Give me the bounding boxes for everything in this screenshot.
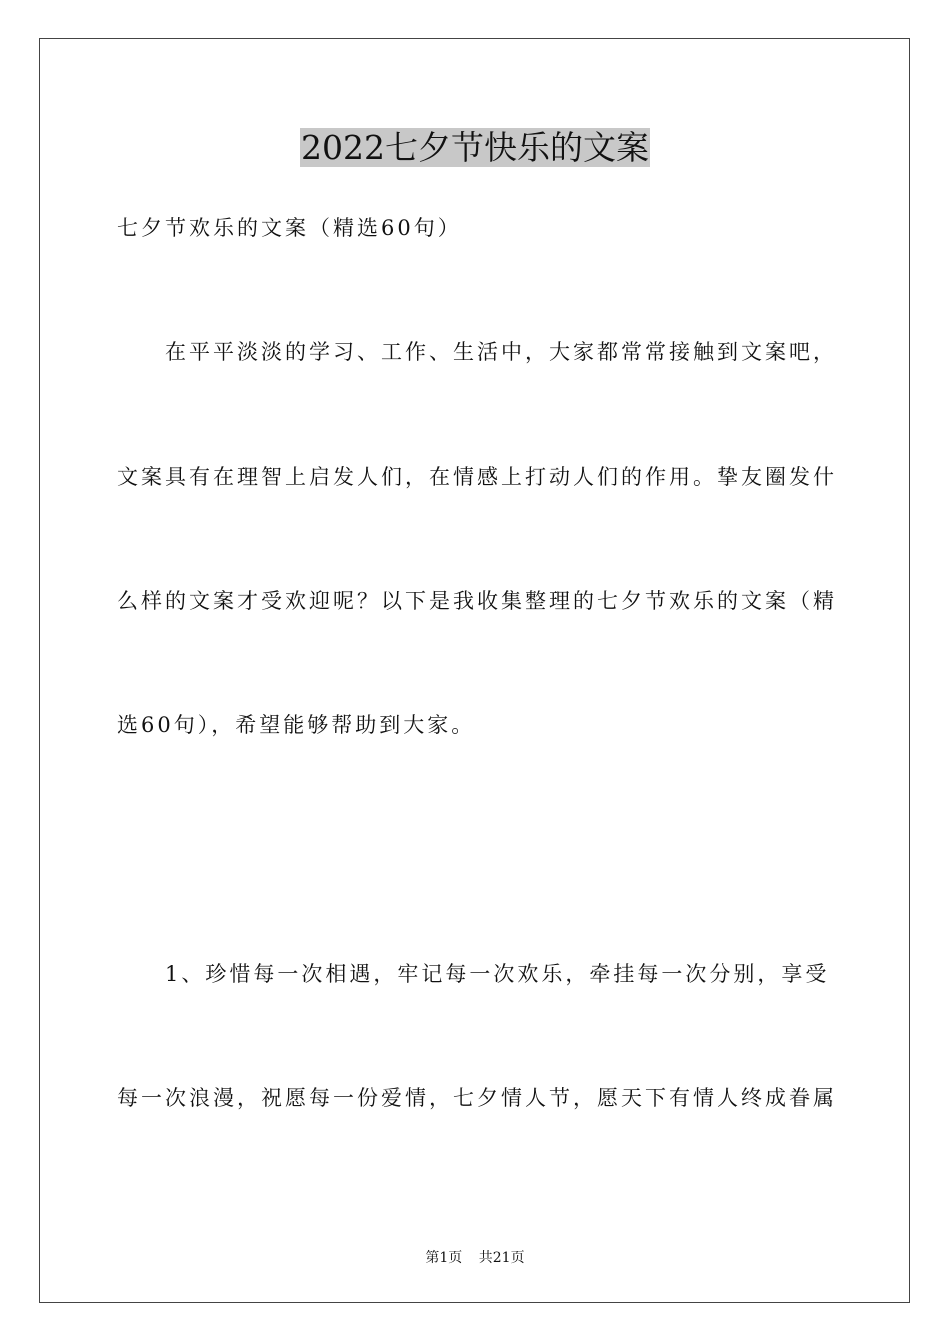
paragraph-line: 选60句），希望能够帮助到大家。	[117, 713, 476, 737]
paragraph-line: 在平平淡淡的学习、工作、生活中，大家都常常接触到文案吧，	[165, 340, 837, 364]
document-title-block	[0, 128, 950, 168]
paragraph-line: 1、珍惜每一次相遇，牢记每一次欢乐，牵挂每一次分别，享受	[165, 962, 830, 986]
paragraph-line: 每一次浪漫，祝愿每一份爱情，七夕情人节，愿天下有情人终成眷属	[117, 1086, 837, 1110]
page-number: 第1页	[425, 1250, 463, 1266]
page-footer	[0, 1247, 950, 1267]
document-subtitle: 七夕节欢乐的文案（精选60句）	[117, 216, 462, 240]
document-title: 2022七夕节快乐的文案	[301, 128, 649, 167]
paragraph-line: 文案具有在理智上启发人们，在情感上打动人们的作用。挚友圈发什	[117, 465, 837, 489]
page-total: 共21页	[478, 1250, 525, 1266]
paragraph-line: 么样的文案才受欢迎呢？以下是我收集整理的七夕节欢乐的文案（精	[117, 589, 837, 613]
